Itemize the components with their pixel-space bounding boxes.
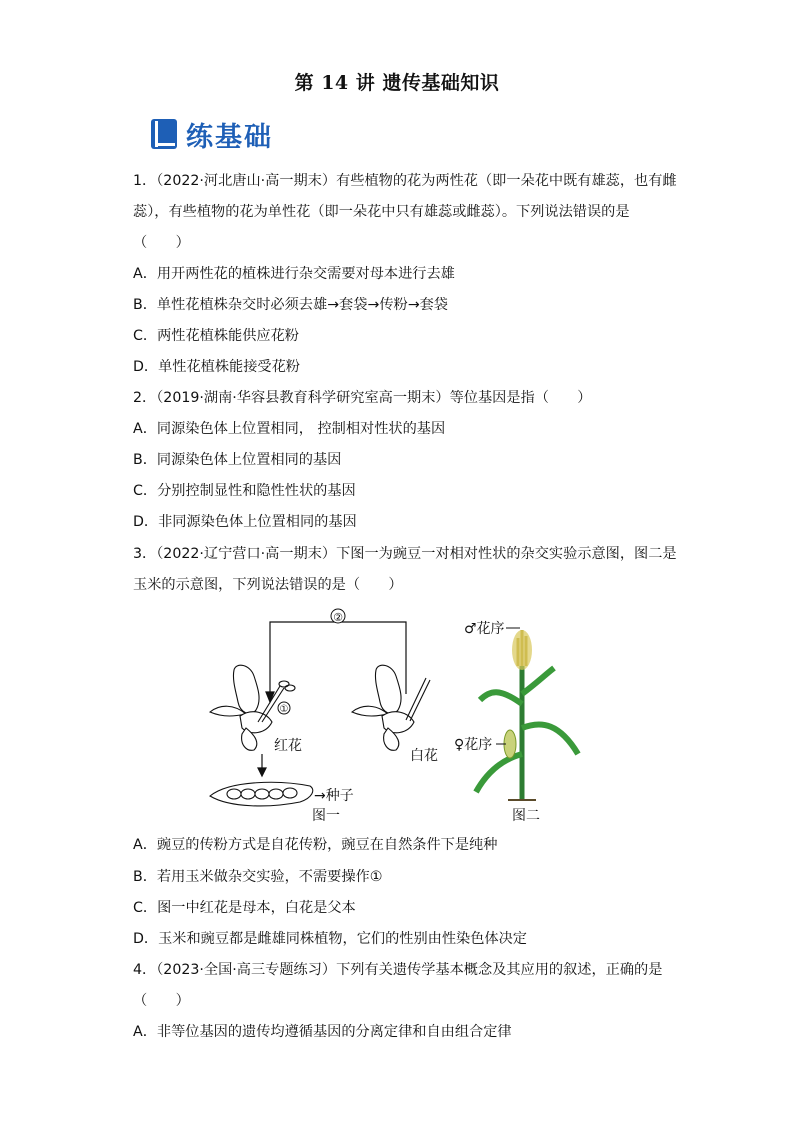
question-2-option-a: A．同源染色体上位置相同， 控制相对性状的基因: [133, 421, 446, 437]
step-2-label: ②: [333, 611, 343, 624]
section-label: 练基础: [186, 121, 273, 153]
question-2-line-1: 2．（2019·湖南·华容县教育科学研究室高一期末）等位基因是指（ ）: [133, 390, 592, 406]
question-4-line-2: （ ）: [133, 993, 190, 1009]
book-icon: [150, 118, 178, 150]
question-3-option-a: A．豌豆的传粉方式是自花传粉，豌豆在自然条件下是纯种: [133, 837, 498, 853]
question-3-option-c: C．图一中红花是母本，白花是父本: [133, 900, 356, 916]
question-3-line-1: 3．（2022·辽宁营口·高一期末）下图一为豌豆一对相对性状的杂交实验示意图，图二是: [133, 546, 677, 562]
red-flower-label: 红花: [274, 738, 302, 754]
question-4-option-a: A．非等位基因的遗传均遵循基因的分离定律和自由组合定律: [133, 1024, 512, 1040]
hybridization-diagram: [200, 604, 600, 828]
brush-icon: [406, 678, 430, 721]
red-pea-flower: [210, 665, 272, 750]
question-1-option-c: C．两性花植株能供应花粉: [133, 328, 299, 344]
question-1-option-a: A．用开两性花的植株进行杂交需要对母本进行去雄: [133, 266, 455, 282]
question-1-option-d: D．单性花植株能接受花粉: [133, 359, 300, 375]
white-flower-label: 白花: [410, 748, 438, 764]
question-3-figure: [200, 604, 600, 828]
question-3-option-b: B．若用玉米做杂交实验，不需要操作①: [133, 869, 383, 885]
section-badge: [150, 116, 273, 152]
female-inflorescence-label: ♀花序: [454, 737, 493, 753]
pea-pod: [210, 782, 313, 806]
question-3-option-d: D．玉米和豌豆都是雌雄同株植物，它们的性别由性染色体决定: [133, 931, 527, 947]
question-1-line-2: 蕊），有些植物的花为单性花（即一朵花中只有雄蕊或雌蕊）。下列说法错误的是: [133, 204, 630, 220]
seed-label: →种子: [314, 788, 354, 804]
question-1-line-1: 1．（2022·河北唐山·高一期末）有些植物的花为两性花（即一朵花中既有雄蕊，也有雌: [133, 173, 677, 189]
question-1-option-b: B．单性花植株杂交时必须去雄→套袋→传粉→套袋: [133, 297, 448, 313]
corn-plant: [476, 630, 578, 800]
white-pea-flower: [352, 665, 414, 750]
question-2-option-c: C．分别控制显性和隐性性状的基因: [133, 483, 356, 499]
question-4-line-1: 4．（2023·全国·高三专题练习）下列有关遗传学基本概念及其应用的叙述，正确的是: [133, 962, 663, 978]
figure-2-caption: 图二: [512, 808, 540, 824]
question-1-line-3: （ ）: [133, 235, 190, 251]
question-3-line-2: 玉米的示意图，下列说法错误的是（ ）: [133, 577, 403, 593]
page-title: 第 14 讲 遗传基础知识: [294, 72, 500, 94]
step-1-label: ①: [279, 704, 289, 715]
figure-1-caption: 图一: [312, 808, 340, 824]
question-2-option-d: D．非同源染色体上位置相同的基因: [133, 514, 357, 530]
question-2-option-b: B．同源染色体上位置相同的基因: [133, 452, 342, 468]
down-arrow: [258, 754, 266, 776]
male-inflorescence-label: ♂花序: [464, 621, 505, 637]
